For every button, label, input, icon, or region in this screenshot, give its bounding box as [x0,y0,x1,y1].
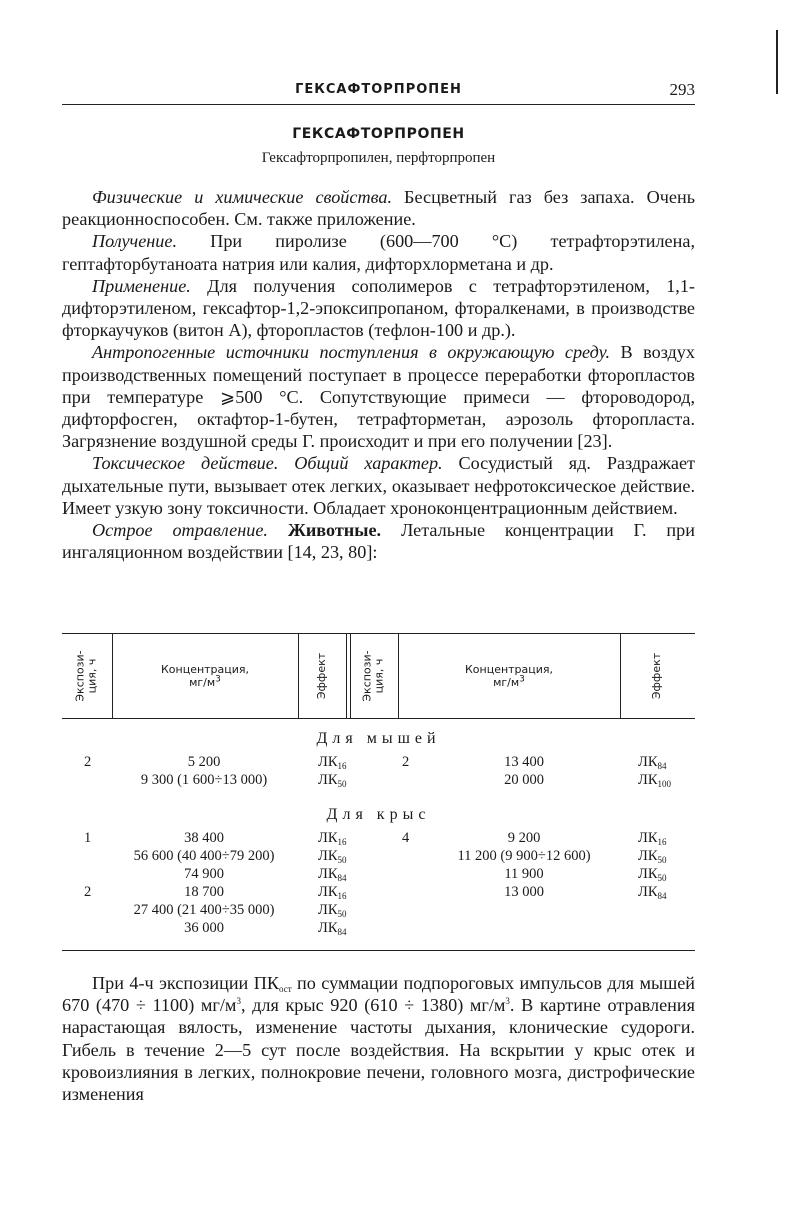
paragraph-acute-poisoning [62,519,695,563]
effect-cell: $ЛК_{84}$ [318,920,347,937]
effect-cell: $ЛК_{16}$ [318,754,347,771]
effect-cell: $ЛК_{100}$ [638,772,672,789]
effect-cell: $ЛК_{50}$ [318,902,347,919]
lethal-concentrations-table [62,633,695,951]
column-divider [346,634,347,718]
effect-cell: $ЛК_{16}$ [318,884,347,901]
concentration-cell: 11 900 [504,866,544,882]
paragraph-body: При пиролизе (600—700 °С) тетрафторэтилена, гептафторбутаноата натрия или калия, дифторхлорметана и др. [62,231,695,274]
effect-cell: $ЛК_{16}$ [318,830,347,847]
paragraph-body: Бесцветный газ без запаха. Очень реакционноспособен. См. также приложение. [62,187,695,230]
concentration-cell: 13 000 [504,884,544,900]
concentration-cell: 74 900 [184,866,224,882]
concentration-cell: 36 000 [184,920,224,936]
exposure-cell: 2 [84,884,92,900]
paragraph-lead: Физические и химические свойства. [92,187,392,207]
paragraph-properties [62,186,695,230]
header-exposure: Экспози- ция, ч [361,650,387,702]
header-effect: Эффект [315,652,328,700]
concentration-cell: 56 600 (40 400÷79 200) [133,848,275,864]
effect-cell: $ЛК_{50}$ [318,848,347,865]
table-header [62,634,695,719]
running-header [62,80,695,105]
concentration-cell: 13 400 [504,754,544,770]
paragraph-toxic-action [62,452,695,519]
paragraph-production [62,230,695,274]
paragraph-sources [62,341,695,452]
concentration-cell: 5 200 [187,754,221,770]
effect-cell: $ЛК_{50}$ [638,866,667,883]
exposure-cell: 1 [84,830,92,846]
concentration-cell: 20 000 [504,772,544,788]
running-title: ГЕКСАФТОРПРОПЕН [295,82,462,97]
paragraph-threshold: При 4-ч экспозиции $ПК_{ост}$ по суммации подпороговых импульсов для мышей 670 (470 ÷ 1100) $мг/м^3$, для крыс 920 (610 ÷ 1380) $мг/м^3$. В картине отравления нарастающая вялость, изменение частоты дыхания, клонические судороги. Гибель в течение 2—5 сут после воздействия. На вскрытии у крыс отек и кровоизлияния в легких, полнокровие печени, головного мозга, дистрофические изменения [62,973,696,1105]
concentration-cell: 11 200 (9 900÷12 600) [457,848,591,864]
exposure-cell: 2 [402,754,410,770]
paragraph-application [62,275,695,342]
concentration-cell: 9 200 [507,830,541,846]
concentration-cell: 27 400 (21 400÷35 000) [133,902,275,918]
concentration-cell: 38 400 [184,830,224,846]
paragraph-lead: Получение. [92,231,178,252]
effect-cell: $ЛК_{84}$ [318,866,347,883]
header-effect: Эффект [650,652,664,700]
page-number: 293 [669,80,695,99]
concentration-cell: 18 700 [184,884,224,900]
paragraph-body: Для получения сополимеров с тетрафторэтиленом, 1,1-дифторэтиленом, гексафтор-1,2-эпоксипропаном, фторалкенами, в производстве фторкаучуков (витон А), фторопластов (тефлон-100 и др.). [62,275,695,341]
article-title: ГЕКСАФТОРПРОПЕН [292,126,465,142]
header-exposure: Экспози- ция, ч [74,650,100,702]
paragraph-lead: Токсическое действие. Общий характер. [92,453,443,474]
paragraph-lead: Антропогенные источники поступления в окружающую среду. [92,342,611,363]
effect-cell: $ЛК_{84}$ [638,754,667,771]
header-concentration: Концентрация, $мг/м^3$ [464,663,554,689]
exposure-cell: 2 [84,754,92,770]
paragraph-bold: Животные. [267,520,382,541]
effect-cell: $ЛК_{16}$ [638,830,667,847]
effect-cell: $ЛК_{50}$ [638,848,667,865]
group-title-mice: Для мышей [316,730,441,747]
after-table-text [62,972,695,1105]
concentration-cell: 9 300 (1 600÷13 000) [140,772,268,788]
group-title-rats: Для крыс [326,806,431,823]
effect-cell: $ЛК_{50}$ [318,772,347,789]
paragraph-body: Летальные концентрации Г. при ингаляционном воздействии [14, 23, 80]: [62,520,695,563]
paragraph-lead: Острое отравление. [92,520,268,541]
paragraph-body: В воздух производственных помещений поступает в процессе переработки фторопластов при температуре ⩾500 °С. Сопутствующие примеси — фтороводород, дифторфосген, октафтор-1-бутен, тетрафторметан, аэрозоль фторопласта. Загрязнение воздушной среды Г. происходит и при его получении [23]. [62,342,695,452]
scan-edge-mark [776,30,778,94]
paragraph-body: Сосудистый яд. Раздражает дыхательные пути, вызывает отек легких, оказывает нефротоксическое действие. Имеет узкую зону токсичности. Обладает хроноконцентрационным действием. [62,453,695,518]
paragraph-lead: Применение. [92,275,191,296]
effect-cell: $ЛК_{84}$ [638,884,667,901]
article-subtitle: Гексафторпропилен, перфторпропен [261,150,496,166]
intro-text [62,186,695,563]
header-concentration: Концентрация, $мг/м^3$ [160,663,250,689]
exposure-cell: 4 [402,830,410,846]
